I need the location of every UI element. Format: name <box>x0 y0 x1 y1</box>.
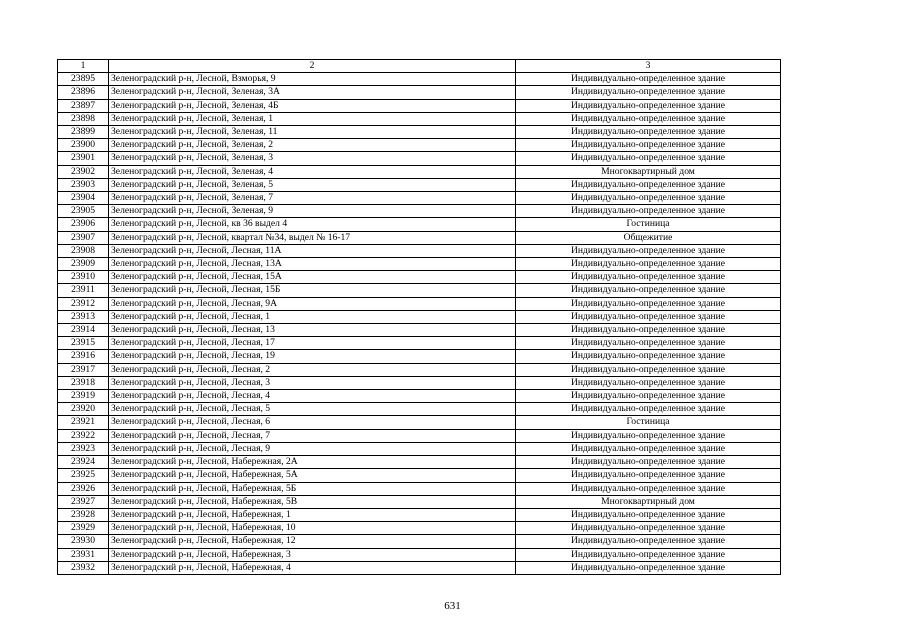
building-type-cell: Индивидуально-определенное здание <box>516 310 781 323</box>
page-number: 631 <box>444 600 461 612</box>
address-cell: Зеленоградский р-н, Лесной, Лесная, 2 <box>109 363 516 376</box>
building-type-cell: Индивидуально-определенное здание <box>516 469 781 482</box>
table-row <box>58 363 781 376</box>
row-number-cell: 23922 <box>58 429 109 442</box>
address-cell: Зеленоградский р-н, Лесной, Набережная, 12 <box>109 535 516 548</box>
address-cell: Зеленоградский р-н, Лесной, Лесная, 15Б <box>109 284 516 297</box>
building-type-cell: Индивидуально-определенное здание <box>516 126 781 139</box>
building-type-cell: Индивидуально-определенное здание <box>516 548 781 561</box>
table-row <box>58 456 781 469</box>
address-cell: Зеленоградский р-н, Лесной, Лесная, 11А <box>109 244 516 257</box>
building-type-cell: Индивидуально-определенное здание <box>516 363 781 376</box>
row-number-cell: 23905 <box>58 205 109 218</box>
row-number-cell: 23926 <box>58 482 109 495</box>
table-row <box>58 139 781 152</box>
building-type-cell: Индивидуально-определенное здание <box>516 337 781 350</box>
table-row <box>58 192 781 205</box>
building-type-cell: Индивидуально-определенное здание <box>516 324 781 337</box>
address-cell: Зеленоградский р-н, Лесной, Зеленая, 1 <box>109 112 516 125</box>
building-type-cell: Индивидуально-определенное здание <box>516 192 781 205</box>
row-number-cell: 23903 <box>58 178 109 191</box>
address-cell: Зеленоградский р-н, Лесной, Лесная, 1 <box>109 310 516 323</box>
row-number-cell: 23919 <box>58 390 109 403</box>
address-cell: Зеленоградский р-н, Лесной, Зеленая, 4Б <box>109 99 516 112</box>
row-number-cell: 23906 <box>58 218 109 231</box>
building-type-cell: Индивидуально-определенное здание <box>516 508 781 521</box>
address-cell: Зеленоградский р-н, Лесной, Лесная, 4 <box>109 390 516 403</box>
table-row <box>58 284 781 297</box>
building-type-cell: Индивидуально-определенное здание <box>516 535 781 548</box>
building-type-cell: Гостиница <box>516 218 781 231</box>
address-cell: Зеленоградский р-н, Лесной, Набережная, 3 <box>109 548 516 561</box>
table-row <box>58 205 781 218</box>
table-row <box>58 535 781 548</box>
building-type-cell: Индивидуально-определенное здание <box>516 350 781 363</box>
building-type-cell: Индивидуально-определенное здание <box>516 482 781 495</box>
address-cell: Зеленоградский р-н, Лесной, Зеленая, 2 <box>109 139 516 152</box>
address-cell: Зеленоградский р-н, Лесной, Набережная, 5В <box>109 495 516 508</box>
row-number-cell: 23896 <box>58 86 109 99</box>
table-row <box>58 112 781 125</box>
row-number-cell: 23924 <box>58 456 109 469</box>
building-type-cell: Индивидуально-определенное здание <box>516 258 781 271</box>
row-number-cell: 23899 <box>58 126 109 139</box>
register-table <box>57 59 781 575</box>
table-row <box>58 86 781 99</box>
table-row <box>58 403 781 416</box>
building-type-cell: Индивидуально-определенное здание <box>516 403 781 416</box>
row-number-cell: 23918 <box>58 376 109 389</box>
row-number-cell: 23910 <box>58 271 109 284</box>
column-header-address: 2 <box>109 60 516 73</box>
row-number-cell: 23914 <box>58 324 109 337</box>
address-cell: Зеленоградский р-н, Лесной, Лесная, 6 <box>109 416 516 429</box>
table-row <box>58 271 781 284</box>
table-row <box>58 297 781 310</box>
building-type-cell: Индивидуально-определенное здание <box>516 456 781 469</box>
building-type-cell: Индивидуально-определенное здание <box>516 112 781 125</box>
row-number-cell: 23927 <box>58 495 109 508</box>
row-number-cell: 23902 <box>58 165 109 178</box>
header-row <box>58 60 781 73</box>
building-type-cell: Индивидуально-определенное здание <box>516 284 781 297</box>
row-number-cell: 23915 <box>58 337 109 350</box>
address-cell: Зеленоградский р-н, Лесной, Лесная, 13 <box>109 324 516 337</box>
row-number-cell: 23925 <box>58 469 109 482</box>
address-cell: Зеленоградский р-н, Лесной, Лесная, 3 <box>109 376 516 389</box>
building-type-cell: Индивидуально-определенное здание <box>516 390 781 403</box>
address-cell: Зеленоградский р-н, Лесной, Зеленая, 11 <box>109 126 516 139</box>
row-number-cell: 23916 <box>58 350 109 363</box>
address-cell: Зеленоградский р-н, Лесной, Набережная, 2А <box>109 456 516 469</box>
address-cell: Зеленоградский р-н, Лесной, Зеленая, 7 <box>109 192 516 205</box>
row-number-cell: 23908 <box>58 244 109 257</box>
address-cell: Зеленоградский р-н, Лесной, Лесная, 5 <box>109 403 516 416</box>
building-type-cell: Общежитие <box>516 231 781 244</box>
table-row <box>58 324 781 337</box>
row-number-cell: 23900 <box>58 139 109 152</box>
table-row <box>58 508 781 521</box>
row-number-cell: 23928 <box>58 508 109 521</box>
row-number-cell: 23897 <box>58 99 109 112</box>
row-number-cell: 23909 <box>58 258 109 271</box>
table-row <box>58 218 781 231</box>
row-number-cell: 23904 <box>58 192 109 205</box>
table-row <box>58 376 781 389</box>
address-cell: Зеленоградский р-н, Лесной, Зеленая, 3А <box>109 86 516 99</box>
address-cell: Зеленоградский р-н, Лесной, Лесная, 13А <box>109 258 516 271</box>
address-cell: Зеленоградский р-н, Лесной, Набережная, 1 <box>109 508 516 521</box>
row-number-cell: 23912 <box>58 297 109 310</box>
building-type-cell: Многоквартирный дом <box>516 165 781 178</box>
address-cell: Зеленоградский р-н, Лесной, Зеленая, 4 <box>109 165 516 178</box>
address-cell: Зеленоградский р-н, Лесной, Лесная, 9 <box>109 442 516 455</box>
table-row <box>58 442 781 455</box>
building-type-cell: Индивидуально-определенное здание <box>516 152 781 165</box>
building-type-cell: Индивидуально-определенное здание <box>516 139 781 152</box>
address-cell: Зеленоградский р-н, Лесной, Лесная, 9А <box>109 297 516 310</box>
table-row <box>58 244 781 257</box>
address-cell: Зеленоградский р-н, Лесной, квартал №34, выдел № 16-17 <box>109 231 516 244</box>
building-type-cell: Индивидуально-определенное здание <box>516 178 781 191</box>
address-cell: Зеленоградский р-н, Лесной, Набережная, 10 <box>109 522 516 535</box>
column-header-type: 3 <box>516 60 781 73</box>
row-number-cell: 23932 <box>58 561 109 574</box>
row-number-cell: 23930 <box>58 535 109 548</box>
table-row <box>58 350 781 363</box>
row-number-cell: 23929 <box>58 522 109 535</box>
table-row <box>58 99 781 112</box>
building-type-cell: Индивидуально-определенное здание <box>516 244 781 257</box>
row-number-cell: 23911 <box>58 284 109 297</box>
address-cell: Зеленоградский р-н, Лесной, кв 36 выдел 4 <box>109 218 516 231</box>
address-cell: Зеленоградский р-н, Лесной, Зеленая, 3 <box>109 152 516 165</box>
table-row <box>58 310 781 323</box>
row-number-cell: 23931 <box>58 548 109 561</box>
table-row <box>58 152 781 165</box>
row-number-cell: 23917 <box>58 363 109 376</box>
building-type-cell: Многоквартирный дом <box>516 495 781 508</box>
table-row <box>58 469 781 482</box>
table-row <box>58 73 781 86</box>
table-row <box>58 548 781 561</box>
building-type-cell: Индивидуально-определенное здание <box>516 73 781 86</box>
building-type-cell: Индивидуально-определенное здание <box>516 86 781 99</box>
row-number-cell: 23923 <box>58 442 109 455</box>
table-row <box>58 416 781 429</box>
table-row <box>58 126 781 139</box>
address-cell: Зеленоградский р-н, Лесной, Лесная, 15А <box>109 271 516 284</box>
building-type-cell: Индивидуально-определенное здание <box>516 271 781 284</box>
address-cell: Зеленоградский р-н, Лесной, Взморья, 9 <box>109 73 516 86</box>
table-row <box>58 165 781 178</box>
table-row <box>58 390 781 403</box>
address-cell: Зеленоградский р-н, Лесной, Лесная, 19 <box>109 350 516 363</box>
building-type-cell: Индивидуально-определенное здание <box>516 429 781 442</box>
table-row <box>58 495 781 508</box>
table-row <box>58 258 781 271</box>
table-row <box>58 522 781 535</box>
address-cell: Зеленоградский р-н, Лесной, Набережная, 5Б <box>109 482 516 495</box>
building-type-cell: Индивидуально-определенное здание <box>516 297 781 310</box>
address-cell: Зеленоградский р-н, Лесной, Набережная, 5А <box>109 469 516 482</box>
row-number-cell: 23907 <box>58 231 109 244</box>
table-row <box>58 429 781 442</box>
building-type-cell: Индивидуально-определенное здание <box>516 442 781 455</box>
building-type-cell: Индивидуально-определенное здание <box>516 376 781 389</box>
row-number-cell: 23898 <box>58 112 109 125</box>
building-type-cell: Индивидуально-определенное здание <box>516 205 781 218</box>
table-row <box>58 561 781 574</box>
building-type-cell: Индивидуально-определенное здание <box>516 561 781 574</box>
row-number-cell: 23913 <box>58 310 109 323</box>
table-row <box>58 178 781 191</box>
table-row <box>58 337 781 350</box>
row-number-cell: 23901 <box>58 152 109 165</box>
address-cell: Зеленоградский р-н, Лесной, Лесная, 7 <box>109 429 516 442</box>
table-row <box>58 482 781 495</box>
column-header-number: 1 <box>58 60 109 73</box>
building-type-cell: Индивидуально-определенное здание <box>516 522 781 535</box>
address-cell: Зеленоградский р-н, Лесной, Зеленая, 5 <box>109 178 516 191</box>
table-row <box>58 231 781 244</box>
address-cell: Зеленоградский р-н, Лесной, Набережная, 4 <box>109 561 516 574</box>
address-cell: Зеленоградский р-н, Лесной, Лесная, 17 <box>109 337 516 350</box>
row-number-cell: 23920 <box>58 403 109 416</box>
address-cell: Зеленоградский р-н, Лесной, Зеленая, 9 <box>109 205 516 218</box>
building-type-cell: Индивидуально-определенное здание <box>516 99 781 112</box>
row-number-cell: 23895 <box>58 73 109 86</box>
building-type-cell: Гостиница <box>516 416 781 429</box>
row-number-cell: 23921 <box>58 416 109 429</box>
